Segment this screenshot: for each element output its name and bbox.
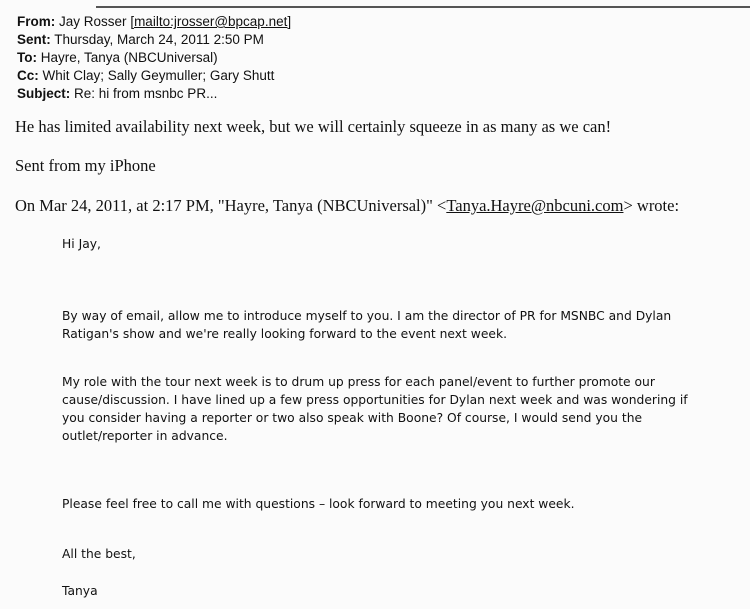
- from-label: From:: [17, 14, 56, 29]
- paragraph-line: cause/discussion. I have lined up a few press opportunities for Dylan next week and was wondering if: [62, 393, 688, 407]
- paragraph-line: outlet/reporter in advance.: [62, 429, 228, 443]
- quoted-closing: All the best,: [62, 547, 136, 561]
- sent-value: Thursday, March 24, 2011 2:50 PM: [54, 32, 264, 47]
- attribution-prefix: On Mar 24, 2011, at 2:17 PM, "Hayre, Tanya (NBCUniversal)" <: [15, 196, 447, 215]
- cc-value: Whit Clay; Sally Geymuller; Gary Shutt: [42, 68, 275, 83]
- quoted-paragraph-1: [62, 307, 671, 343]
- from-name: Jay Rosser: [59, 14, 127, 29]
- quoted-paragraph-3: Please feel free to call me with questions – look forward to meeting you next week.: [62, 497, 575, 511]
- reply-signature: Sent from my iPhone: [15, 156, 156, 175]
- cc-label: Cc:: [17, 68, 39, 83]
- email-header: [17, 13, 291, 103]
- quoted-sender-name: Tanya: [62, 584, 98, 598]
- to-value: Hayre, Tanya (NBCUniversal): [40, 50, 218, 65]
- from-row: [17, 13, 291, 31]
- reply-attribution: [15, 196, 679, 216]
- subject-row: [17, 85, 291, 103]
- quoted-paragraph-2: [62, 373, 688, 445]
- paragraph-line: Ratigan's show and we're really looking forward to the event next week.: [62, 327, 507, 341]
- paragraph-line: you consider having a reporter or two also speak with Boone? Of course, I would send you the: [62, 411, 643, 425]
- sent-row: [17, 31, 291, 49]
- sent-label: Sent:: [17, 32, 51, 47]
- header-separator-rule: [96, 6, 750, 8]
- to-row: [17, 49, 291, 67]
- quoted-greeting: Hi Jay,: [62, 237, 101, 251]
- to-label: To:: [17, 50, 37, 65]
- subject-value: Re: hi from msnbc PR...: [74, 86, 218, 101]
- cc-row: [17, 67, 291, 85]
- paragraph-line: My role with the tour next week is to drum up press for each panel/event to further promote our: [62, 375, 655, 389]
- subject-label: Subject:: [17, 86, 71, 101]
- reply-body: He has limited availability next week, but we will certainly squeeze in as many as we can!: [15, 117, 612, 136]
- paragraph-line: By way of email, allow me to introduce myself to you. I am the director of PR for MSNBC and Dylan: [62, 309, 672, 323]
- attribution-suffix: > wrote:: [623, 196, 680, 215]
- from-email-link[interactable]: [mailto:jrosser@bpcap.net]: [130, 14, 292, 29]
- attribution-email-link[interactable]: Tanya.Hayre@nbcuni.com: [446, 196, 624, 215]
